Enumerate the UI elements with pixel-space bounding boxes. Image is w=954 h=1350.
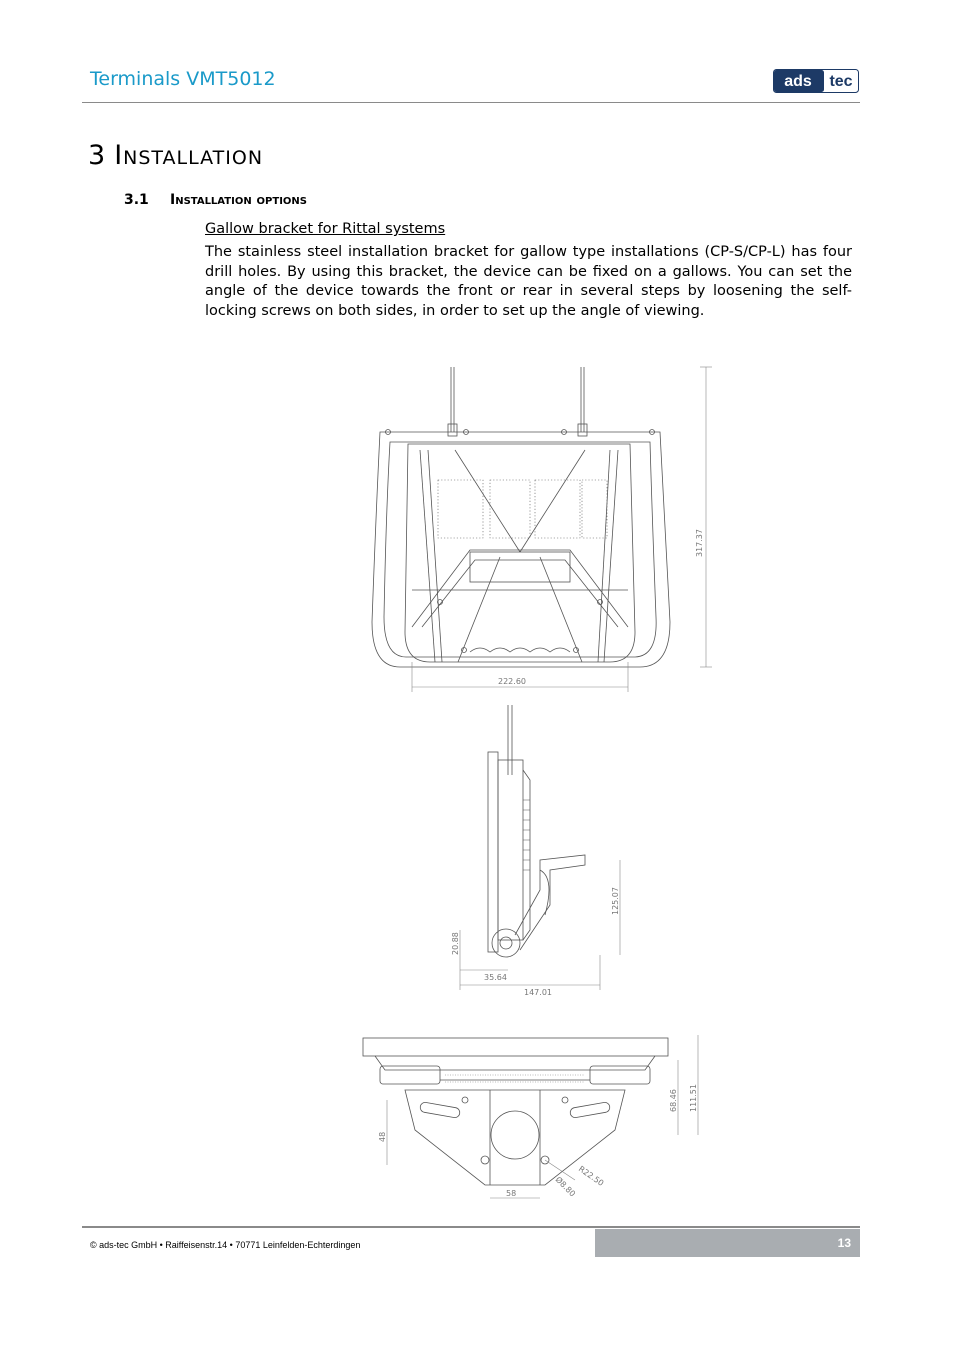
footer-rule	[82, 1226, 860, 1228]
section-title: Installation	[114, 140, 264, 171]
bottom-diameter-dimension: Ø8.80	[553, 1175, 577, 1199]
side-depth2-dimension: 147.01	[524, 988, 552, 997]
page-number: 13	[837, 1236, 851, 1250]
header-rule	[82, 102, 860, 103]
document-title: Terminals VMT5012	[90, 68, 276, 90]
logo-right-text: tec	[829, 73, 853, 90]
content-subheading: Gallow bracket for Rittal systems	[205, 221, 446, 237]
subsection-number: 3.1	[124, 192, 149, 208]
bottom-right2-dimension: 111.51	[689, 1084, 698, 1112]
subsection-heading	[124, 192, 307, 208]
section-heading	[88, 140, 263, 171]
ads-tec-logo	[773, 69, 859, 93]
front-height-dimension: 317.37	[695, 529, 704, 557]
side-view-drawing	[440, 700, 640, 1000]
logo-left-text: ads	[784, 73, 812, 90]
front-width-dimension: 222.60	[498, 677, 526, 686]
bottom-width-dimension: 58	[506, 1189, 517, 1198]
content-paragraph: The stainless steel installation bracket for gallow type installations (CP-S/CP-L) has four drill holes. By using this bracket, the device can be fixed on a gallows. You can set the angle of the device towards the front or rear in several steps by loosening the self-locking screws on both sides, in order to set up the angle of viewing.	[205, 244, 852, 319]
page-number-bar	[595, 1229, 860, 1257]
section-number: 3	[88, 140, 107, 171]
bottom-view-drawing	[360, 1030, 710, 1205]
side-depth1-dimension: 35.64	[484, 973, 507, 982]
side-height-dimension: 125.07	[611, 887, 620, 915]
bottom-left-dimension: 48	[378, 1131, 387, 1142]
side-small-dimension: 20.88	[451, 932, 460, 955]
subsection-title: Installation options	[170, 192, 308, 208]
bottom-right1-dimension: 68.46	[669, 1089, 678, 1112]
front-view-drawing	[360, 362, 720, 697]
bottom-radius-dimension: R22.50	[576, 1164, 606, 1188]
footer-copyright: © ads-tec GmbH • Raiffeisenstr.14 • 70771 Leinfelden-Echterdingen	[90, 1240, 361, 1250]
